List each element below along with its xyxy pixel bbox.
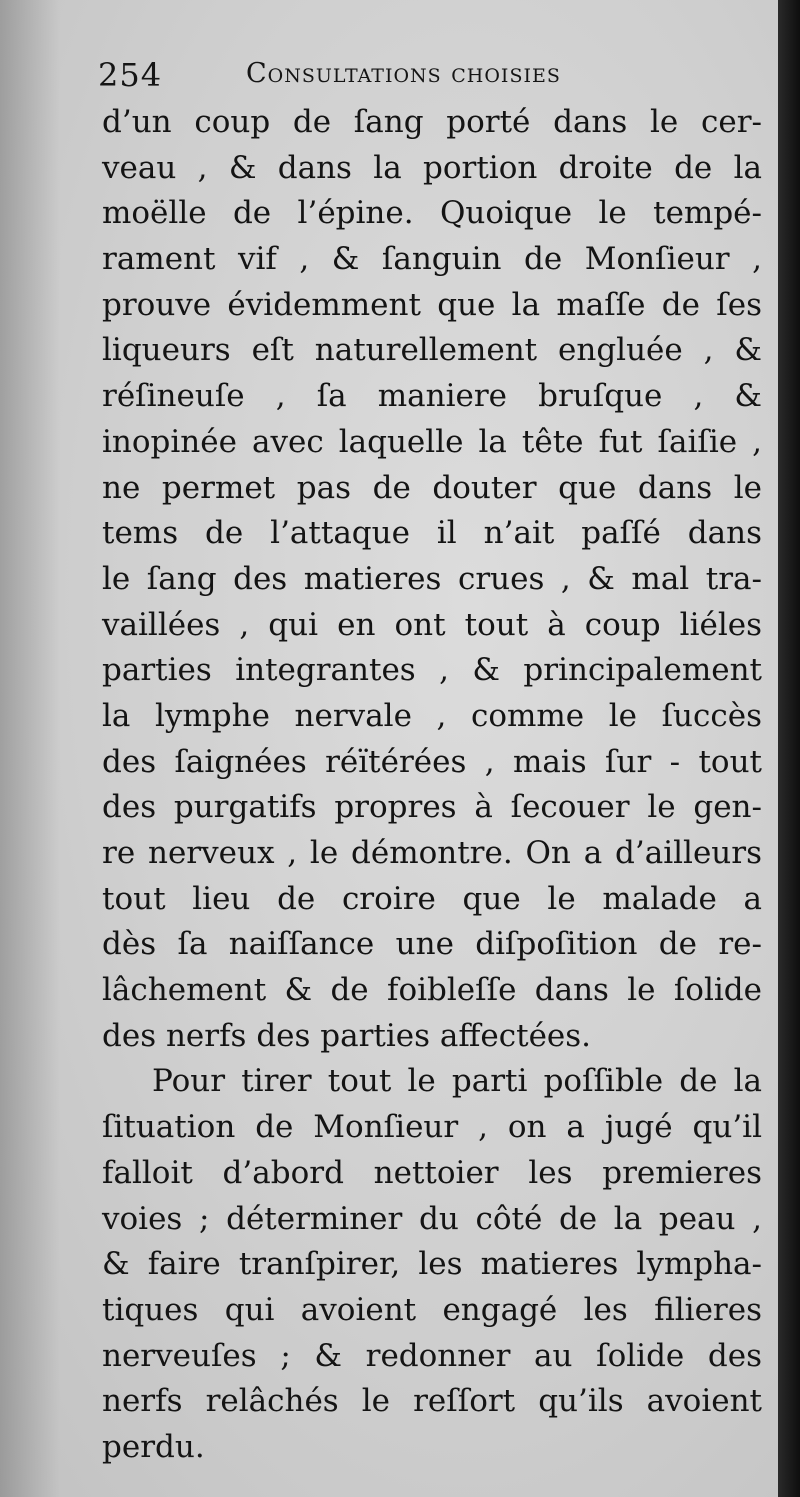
page-number: 254 xyxy=(98,56,163,94)
text-line: d’un coup de ſang porté dans le cer- xyxy=(102,104,762,140)
page-header xyxy=(98,52,758,102)
text-line: des purgatifs propres à ſecouer le gen- xyxy=(102,789,762,826)
text-line: réſineuſe , ſa maniere bruſque , & xyxy=(102,378,762,415)
text-line: & faire tranſpirer, les matieres lympha- xyxy=(102,1246,762,1283)
text-line: veau , & dans la portion droite de la xyxy=(102,149,762,186)
text-line: liqueurs eſt naturellement engluée , & xyxy=(102,332,762,369)
text-line: des nerfs des parties affectées. xyxy=(102,1017,592,1054)
text-line: Pour tirer tout le parti poſſible de la xyxy=(152,1063,762,1100)
text-line: moëlle de l’épine. Quoique le tempé- xyxy=(102,195,762,232)
text-line: lâchement & de foibleſſe dans le ſolide xyxy=(102,972,762,1009)
text-line: prouve évidemment que la maſſe de ſes xyxy=(102,286,762,323)
text-line: parties integrantes , & principalement xyxy=(102,652,762,689)
text-line: vaillées , qui en ont tout à coup liéles xyxy=(102,606,762,643)
text-line: nerveuſes ; & redonner au ſolide des xyxy=(102,1337,762,1374)
text-line: tems de l’attaque il n’ait paſſé dans xyxy=(102,515,762,552)
text-line: tiques qui avoient engagé les filieres xyxy=(102,1291,762,1328)
text-line: nerfs relâchés le reſſort qu’ils avoient xyxy=(102,1383,762,1420)
text-line: dès ſa naiſſance une diſpoſition de re- xyxy=(102,926,762,963)
text-line: inopinée avec laquelle la tête fut ſaiſie , xyxy=(102,423,762,460)
text-line: ne permet pas de douter que dans le xyxy=(102,469,762,506)
text-line: la lymphe nervale , comme le ſuccès xyxy=(102,697,762,734)
text-line: falloit d’abord nettoier les premieres xyxy=(102,1154,762,1191)
text-line: des ſaignées réïtérées , mais ſur - tout xyxy=(102,743,762,780)
page-edge-shadow xyxy=(778,0,800,1497)
text-line: ſituation de Monſieur , on a jugé qu’il xyxy=(102,1109,762,1146)
text-line: tout lieu de croire que le malade a xyxy=(102,880,762,917)
body-text xyxy=(102,100,762,1471)
text-line: voies ; déterminer du côté de la peau , xyxy=(102,1200,762,1237)
text-line: le ſang des matieres crues , & mal tra- xyxy=(102,560,762,597)
running-title: Consultations choisies xyxy=(246,58,561,89)
text-line: rament vif , & ſanguin de Monſieur , xyxy=(102,241,762,278)
text-line: re nerveux , le démontre. On a d’ailleurs xyxy=(102,835,762,871)
text-line: perdu. xyxy=(102,1428,205,1465)
gutter-shadow xyxy=(0,0,60,1497)
